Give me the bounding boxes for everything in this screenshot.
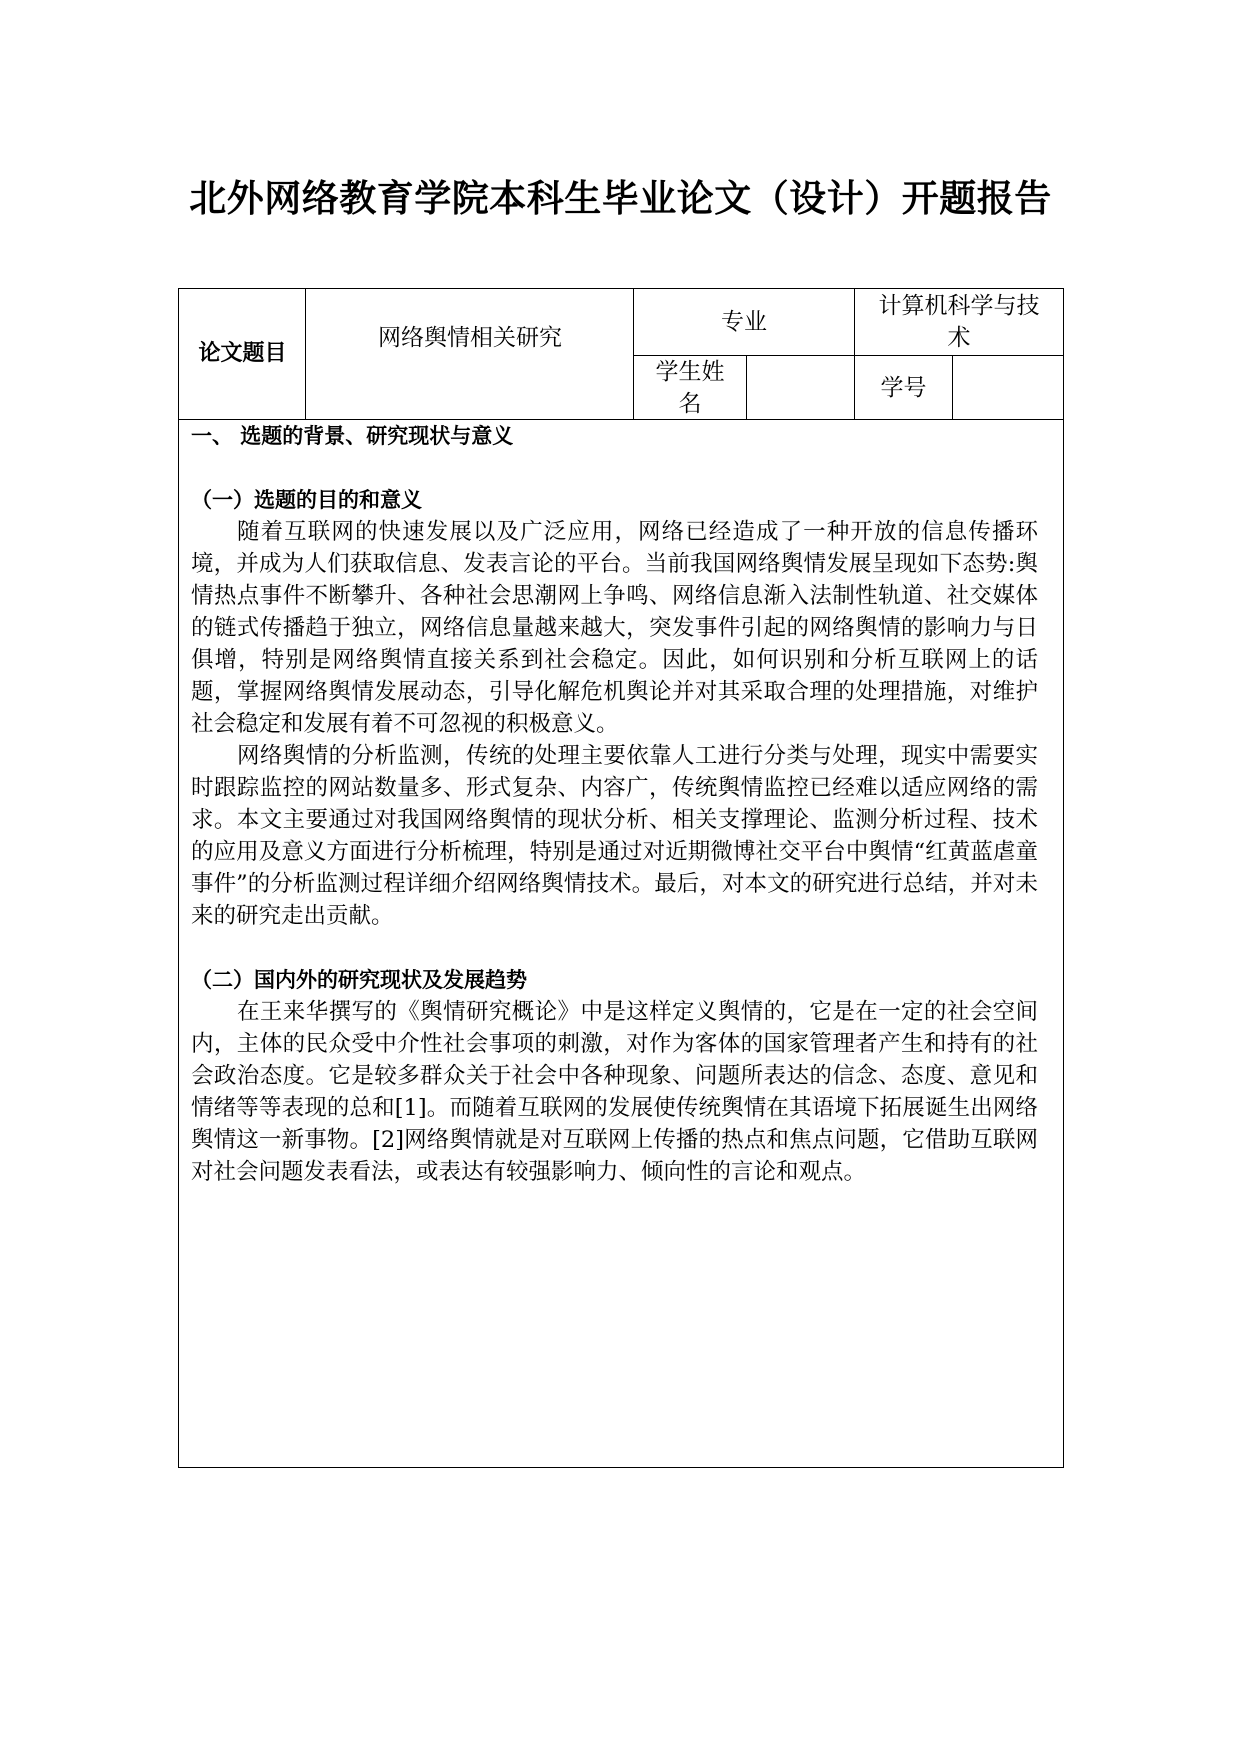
major-label: 专业 (721, 309, 767, 335)
paragraph: 网络舆情的分析监测，传统的处理主要依靠人工进行分类与处理，现实中需要实时跟踪监控的网站数量多、形式复杂、内容广，传统舆情监控已经难以适应网络的需求。本文主要通过对我国网络舆情的现状分析、相关支撑理论、监测分析过程、技术的应用及意义方面进行分析梳理，特别是通过对近期微博社交平台中舆情“红黄蓝虐童事件”的分析监测过程详细介绍网络舆情技术。最后，对本文的研究进行总结，并对未来的研究走出贡献。 (191, 743, 1038, 929)
paragraph: 在王来华撰写的《舆情研究概论》中是这样定义舆情的，它是在一定的社会空间内，主体的民众受中介性社会事项的刺激，对作为客体的国家管理者产生和持有的社会政治态度。它是较多群众关于社会中各种现象、问题所表达的信念、态度、意见和情绪等等表现的总和[1]。而随着互联网的发展使传统舆情在其语境下拓展诞生出网络舆情这一新事物。[2]网络舆情就是对互联网上传播的热点和焦点问题，它借助互联网对社会问题发表看法，或表达有较强影响力、倾向性的言论和观点。 (191, 999, 1038, 1185)
thesis-title-value: 网络舆情相关研究 (378, 325, 562, 351)
document-title: 北外网络教育学院本科生毕业论文（设计）开题报告 (189, 177, 1052, 220)
section1-heading: 一、 选题的背景、研究现状与意义 (191, 424, 514, 448)
report-body (178, 420, 1064, 1188)
student-name-value (747, 356, 854, 419)
student-name-label: 学生姓名 (655, 358, 725, 417)
section1-sub1-heading: （一）选题的目的和意义 (191, 488, 422, 512)
paragraph: 随着互联网的快速发展以及广泛应用，网络已经造成了一种开放的信息传播环境，并成为人们获取信息、发表言论的平台。当前我国网络舆情发展呈现如下态势:舆情热点事件不断攀升、各种社会思潮网上争鸣、网络信息渐入法制性轨道、社交媒体的链式传播趋于独立，网络信息量越来越大，突发事件引起的网络舆情的影响力与日俱增，特别是网络舆情直接关系到社会稳定。因此，如何识别和分析互联网上的话题，掌握网络舆情发展动态，引导化解危机舆论并对其采取合理的处理措施，对维护社会稳定和发展有着不可忽视的积极意义。 (191, 519, 1038, 737)
major-value: 计算机科学与技术 (878, 293, 1040, 351)
student-id-value (953, 356, 1063, 419)
student-id-label: 学号 (880, 374, 927, 401)
section1-sub2-heading: （二）国内外的研究现状及发展趋势 (191, 968, 527, 992)
thesis-title-label: 论文题目 (198, 341, 287, 366)
